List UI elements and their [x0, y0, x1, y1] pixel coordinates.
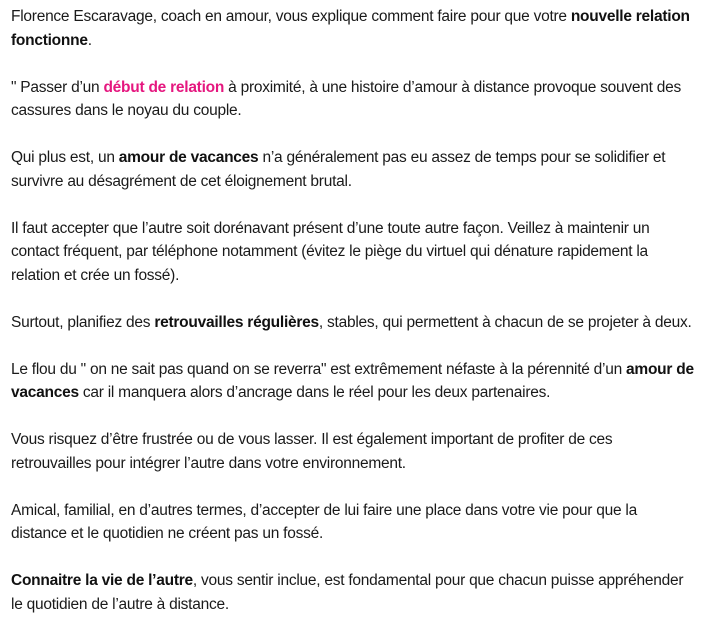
bold-phrase: nouvelle relation fonctionne — [11, 8, 690, 49]
text-run: Surtout, planifiez des — [11, 313, 155, 331]
paragraph — [11, 499, 696, 546]
paragraph — [11, 311, 696, 335]
text-run: Il faut accepter que l’autre soit dorénavant présent d’une toute autre façon. Veillez à maintenir un contact fréquent, par téléphone notamment (évitez le piège du virtuel qui dénature rapidement la relation et crée un fossé). — [11, 219, 650, 284]
bold-phrase: retrouvailles régulières — [154, 313, 319, 331]
inline-link[interactable]: début de relation — [103, 78, 225, 96]
text-run: . — [87, 31, 92, 49]
paragraph — [11, 358, 696, 405]
text-run: Qui plus est, un — [11, 149, 119, 166]
paragraph — [11, 428, 696, 475]
paragraph — [11, 569, 696, 616]
text-run: , stables, qui permettent à chacun de se projeter à deux. — [318, 313, 692, 331]
text-run: Le flou du " on ne sait pas quand on se reverra" est extrêmement néfaste à la pérennité d’un — [11, 360, 627, 378]
paragraph — [11, 146, 696, 193]
paragraph — [11, 76, 696, 123]
bold-phrase: amour de vacances — [11, 360, 694, 401]
text-run: , vous sentir inclue, est fondamental pour que chacun puisse appréhender le quotidien de l’autre à distance. — [11, 572, 684, 613]
text-run: car il manquera alors d’ancrage dans le réel pour les deux partenaires. — [78, 384, 551, 401]
text-run: Amical, familial, en d’autres termes, d’accepter de lui faire une place dans votre vie pour que la distance et le quotidien ne créent pas un fossé. — [11, 501, 637, 542]
text-run: Vous risquez d’être frustrée ou de vous lasser. Il est également important de profiter de ces retrouvailles pour intégrer l’autre dans votre environnement. — [11, 431, 613, 472]
paragraph — [11, 5, 696, 52]
bold-phrase: amour de vacances — [118, 149, 259, 166]
paragraph — [11, 217, 696, 288]
text-run: " Passer d’un — [11, 78, 104, 96]
text-run: Florence Escaravage, coach en amour, vous explique comment faire pour que votre — [11, 8, 571, 25]
bold-phrase: Connaitre la vie de l’autre — [11, 572, 193, 589]
text-run: à proximité, à une histoire d’amour à distance provoque souvent des cassures dans le noyau du couple. — [11, 78, 681, 119]
text-run: n’a généralement pas eu assez de temps pour se solidifier et survivre au désagrément de cet éloignement brutal. — [11, 149, 666, 190]
